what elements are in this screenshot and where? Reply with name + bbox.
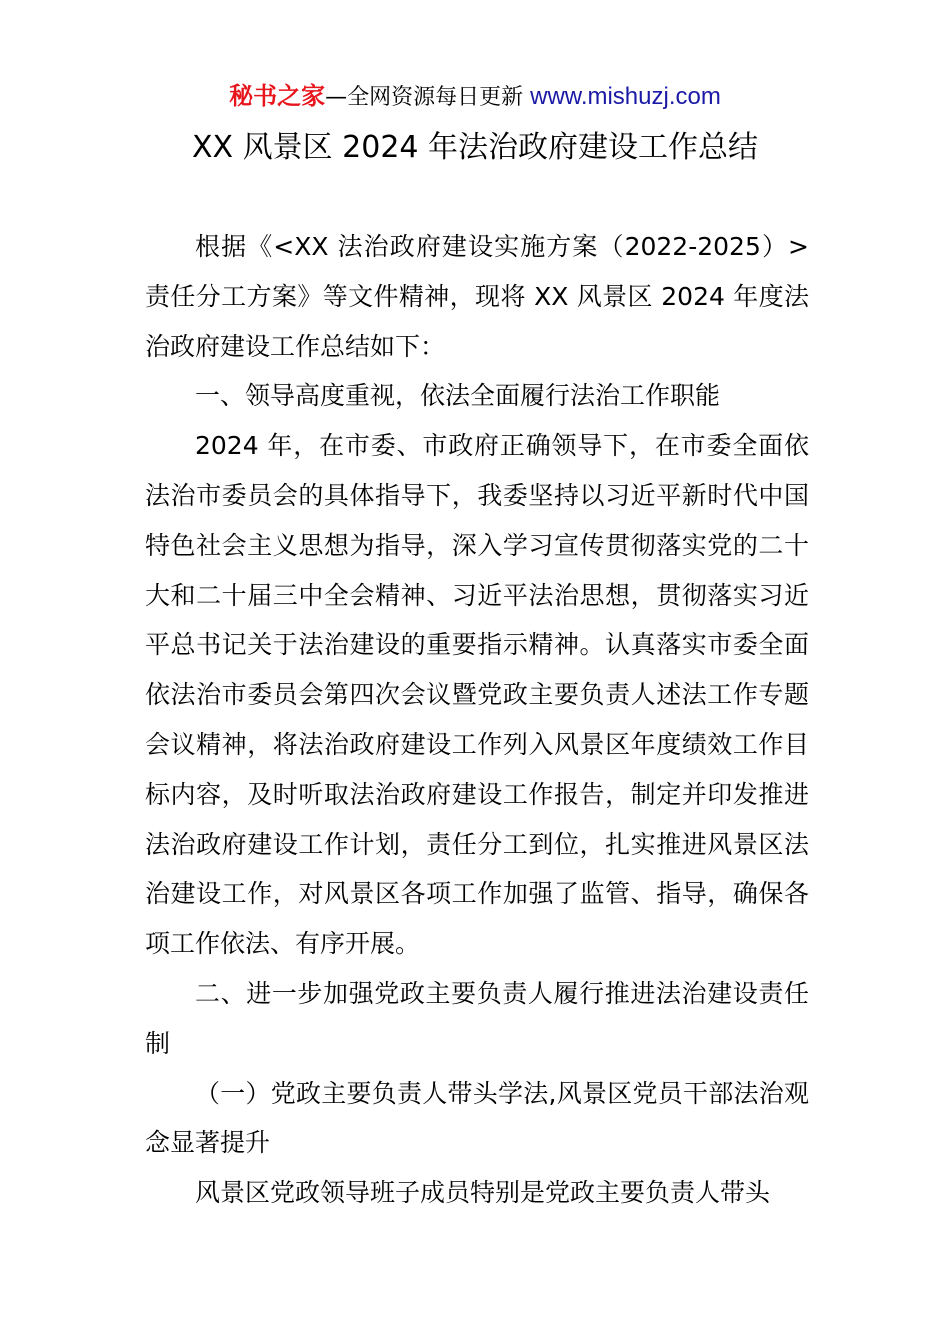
paragraph-subsection-2-1: 风景区党政领导班子成员特别是党政主要负责人带头 — [195, 1178, 771, 1208]
site-brand: 秘书之家 — [229, 82, 326, 110]
paragraph-intro: 根据《<XX 法治政府建设实施方案（2022-2025）>责任分工方案》等文件精神，现将 XX 风景区 2024 年度法治政府建设工作总结如下： — [145, 232, 809, 361]
document-body — [145, 222, 809, 1218]
section-heading-1: 一、领导高度重视，依法全面履行法治工作职能 — [195, 381, 721, 411]
site-header — [0, 80, 950, 114]
site-tagline: —全网资源每日更新 — [325, 85, 531, 110]
document-title: XX 风景区 2024 年法治政府建设工作总结 — [191, 130, 759, 165]
site-url-link[interactable]: www.mishuzj.com — [530, 83, 721, 110]
paragraph-section-1: 2024 年，在市委、市政府正确领导下，在市委全面依法治市委员会的具体指导下，我委坚持以习近平新时代中国特色社会主义思想为指导，深入学习宣传贯彻落实党的二十大和二十届三中全会精神、习近平法治思想，贯彻落实习近平总书记关于法治建设的重要指示精神。认真落实市委全面依法治市委员会第四次会议暨党政主要负责人述法工作专题会议精神，将法治政府建设工作列入风景区年度绩效工作目标内容，及时听取法治政府建设工作报告，制定并印发推进法治政府建设工作计划，责任分工到位，扎实推进风景区法治建设工作，对风景区各项工作加强了监管、指导，确保各项工作依法、有序开展。 — [145, 431, 809, 959]
subsection-heading-2-1: （一）党政主要负责人带头学法,风景区党员干部法治观念显著提升 — [145, 1078, 809, 1158]
section-heading-2: 二、进一步加强党政主要负责人履行推进法治建设责任制 — [145, 978, 809, 1058]
